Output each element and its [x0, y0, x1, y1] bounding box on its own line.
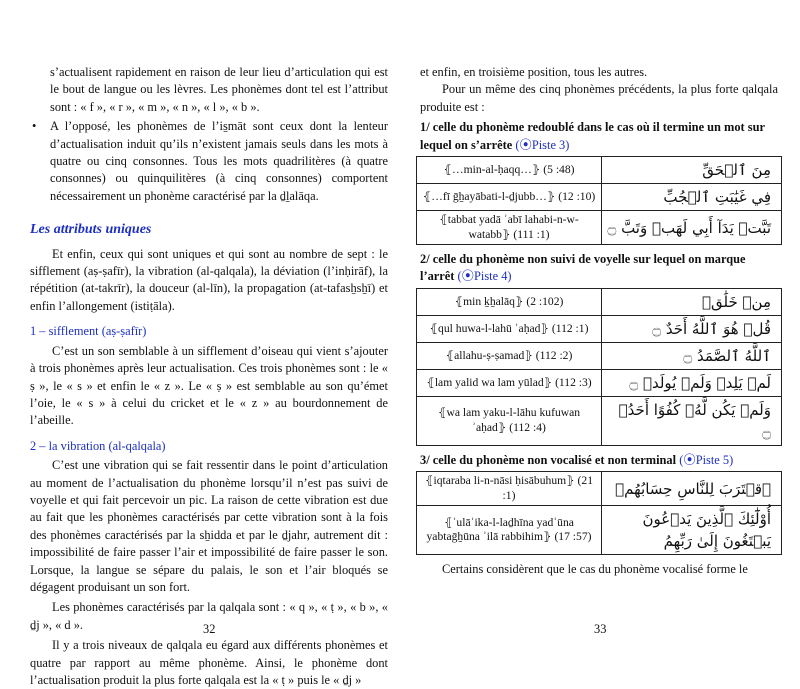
transliteration-cell: ⦃wa lam yaku-l-lāhu kufuwan ʾaḥad⦄ (112 :4) [417, 396, 602, 445]
left-paragraph-5: Les phonèmes caractérisés par la qalqala sont : « q », « ṭ », « b », « ḏj », « d ». [30, 600, 388, 632]
subheading-1-text: 1/ celle du phonème redoublé dans le cas où il termine un mot sur lequel on s’arrête [420, 120, 765, 152]
piste-4-link[interactable]: (⦿Piste 4) [457, 269, 512, 284]
subheading-3-text: 3/ celle du phonème non vocalisé et non terminal [420, 452, 677, 467]
subheading-1 [420, 119, 778, 154]
examples-table-2 [416, 288, 782, 446]
arabic-cell: ٱللَّهُ ٱلصَّمَدُ ۝ [602, 342, 782, 369]
right-page [420, 64, 778, 579]
piste-3-link[interactable]: (⦿Piste 3) [515, 137, 570, 152]
arabic-cell: أُوْلَٰٓئِكَ ٱلَّذِينَ يَدۡعُونَ يَبۡتَغُونَ إِلَىٰ رَبِّهِمُ [602, 506, 782, 555]
right-paragraph-1: et enfin, en troisième position, tous les autres. [420, 65, 648, 79]
left-paragraph-2: Et enfin, ceux qui sont uniques et qui sont au nombre de sept : le sifflement (aṣ-ṣafīr), la vibration (al-qalqala), la déviation (l’inḥirāf), la répétition (at-takrīr), la douceur (al-līn), la propagation (at-tafasẖsẖī) et enfin l’allongement (istiṭāla). [30, 246, 388, 313]
page-number-left: 32 [203, 622, 216, 636]
table-row [417, 369, 782, 396]
table-row [417, 315, 782, 342]
arabic-cell: قُلۡ هُوَ ٱللَّهُ أَحَدٌ ۝ [602, 315, 782, 342]
table-row [417, 157, 782, 184]
transliteration-cell: ⦃tabbat yadā ʾabī lahabi-n-w-watabb⦄ (111 :1) [417, 211, 602, 245]
table-row [417, 472, 782, 506]
transliteration-cell: ⦃min ḵẖalāq⦄ (2 :102) [417, 288, 602, 315]
right-paragraph-3: Certains considèrent que le cas du phonème vocalisé forme le [442, 562, 748, 577]
subsection-title-vibration: 2 – la vibration (al-qalqala) [30, 438, 166, 453]
transliteration-cell: ⦃qul huwa-l-lahū ʾaḥad⦄ (112 :1) [417, 315, 602, 342]
transliteration-cell: ⦃lam yalid wa lam yūlad⦄ (112 :3) [417, 369, 602, 396]
section-heading: Les attributs uniques [30, 222, 152, 238]
table-row [417, 506, 782, 555]
right-paragraph-2: Pour un même des cinq phonèmes précédents, la plus forte qalqala produite est : [420, 82, 778, 114]
left-paragraph-6: Il y a trois niveaux de qalqala eu égard aux différents phonèmes et quatre par rapport au même phonème. Ainsi, le phonème dont l’actualisation produit la plus forte qalqala est la « ṭ » puis le « ḏj » [30, 638, 388, 687]
arabic-cell: ٱقۡتَرَبَ لِلنَّاسِ حِسَابُهُمۡ [602, 472, 782, 506]
arabic-cell: تَبَّتۡ يَدَآ أَبِي لَهَبٖ وَتَبَّ ۝ [602, 211, 782, 245]
table-row [417, 184, 782, 211]
arabic-cell: مِنَ ٱلۡحَقِّ [602, 157, 782, 184]
arabic-cell: لَمۡ يَلِدۡ وَلَمۡ يُولَدۡ ۝ [602, 369, 782, 396]
transliteration-cell: ⦃allahu-ṣ-ṣamad⦄ (112 :2) [417, 342, 602, 369]
piste-5-link[interactable]: (⦿Piste 5) [679, 452, 734, 467]
subheading-2 [420, 251, 778, 286]
table-row [417, 211, 782, 245]
examples-table-1 [416, 156, 782, 245]
transliteration-cell: ⦃iqtaraba li-n-nāsi ḥisābuhum⦄ (21 :1) [417, 472, 602, 506]
left-page [30, 64, 388, 689]
subheading-3 [420, 452, 778, 469]
left-paragraph-3: C’est un son semblable à un sifflement d’oiseau qui vient s’ajouter à trois phonèmes après leur actualisation. Ces trois phonèmes sont : le « ṣ », le « s » et enfin le « z ». Le « ṣ » est semblable au son qu’émet l’oie, le « s » à celui du cricket et le « z » au bourdonnement de l’abeille. [30, 343, 388, 428]
arabic-cell: مِنۡ خَلَٰقٖ [602, 288, 782, 315]
transliteration-cell: ⦃ʾulāʾika-l-laḏhīna yadʿūna yabtaḡẖūna ʾilā rabbihim⦄ (17 :57) [417, 506, 602, 555]
subsection-title-sifflement: 1 – sifflement (aṣ-ṣafīr) [30, 324, 147, 339]
bullet-text: A l’opposé, les phonèmes de l’is̱māt sont ceux dont la lenteur d’actualisation induit qu’ils n’existent jamais seuls dans les mots à quatre ou cinq consonnes. Tous les mots quadrilitères (à quatre consonnes) ou quinquilitères (à cinq consonnes) comportent nécessairement un phonème caractérisé par la ḏḻalāqa. [50, 119, 388, 203]
examples-table-3 [416, 471, 782, 555]
left-paragraph-1: s’actualisent rapidement en raison de leur lieu d’articulation qui est le bout de langue ou les lèvres. Les phonèmes dont tel est l’attribut sont : « f », « r », « m », « n », « l », « b ». [50, 65, 388, 114]
subheading-2-text: 2/ celle du phonème non suivi de voyelle sur lequel on marque l’arrêt [420, 252, 746, 284]
page-number-right: 33 [594, 622, 607, 636]
bullet-marker: • [32, 119, 37, 134]
table-row [417, 396, 782, 445]
left-paragraph-4: C’est une vibration qui se fait ressentir dans le point d’articulation au moment de l’actualisation du phonème lorsqu’il n’est pas suivi de voyelle et qui fait percevoir un pic. La raison de cette vibration est due au fait que les phonèmes caractérisés par cette vibration sont à la fois des phonèmes caractérisés par la sẖidda et par le ḏjahr, autrement dit : impossibilité de faire passer l’air et impossibilité de faire passer le son. Lorsque, la langue se sépare du palais, le son et l’air bloqués se dégagent produisant un son fort. [30, 458, 388, 594]
transliteration-cell: ⦃…fī ḡẖayābati-l-ḏjubb…⦄ (12 :10) [417, 184, 602, 211]
arabic-cell: فِي غَيَٰبَتِ ٱلۡجُبِّ [602, 184, 782, 211]
transliteration-cell: ⦃…min-al-ḥaqq…⦄ (5 :48) [417, 157, 602, 184]
table-row [417, 288, 782, 315]
arabic-cell: وَلَمۡ يَكُن لَّهُۥ كُفُوًا أَحَدُۢ ۝ [602, 396, 782, 445]
table-row [417, 342, 782, 369]
bullet-item [30, 118, 388, 205]
